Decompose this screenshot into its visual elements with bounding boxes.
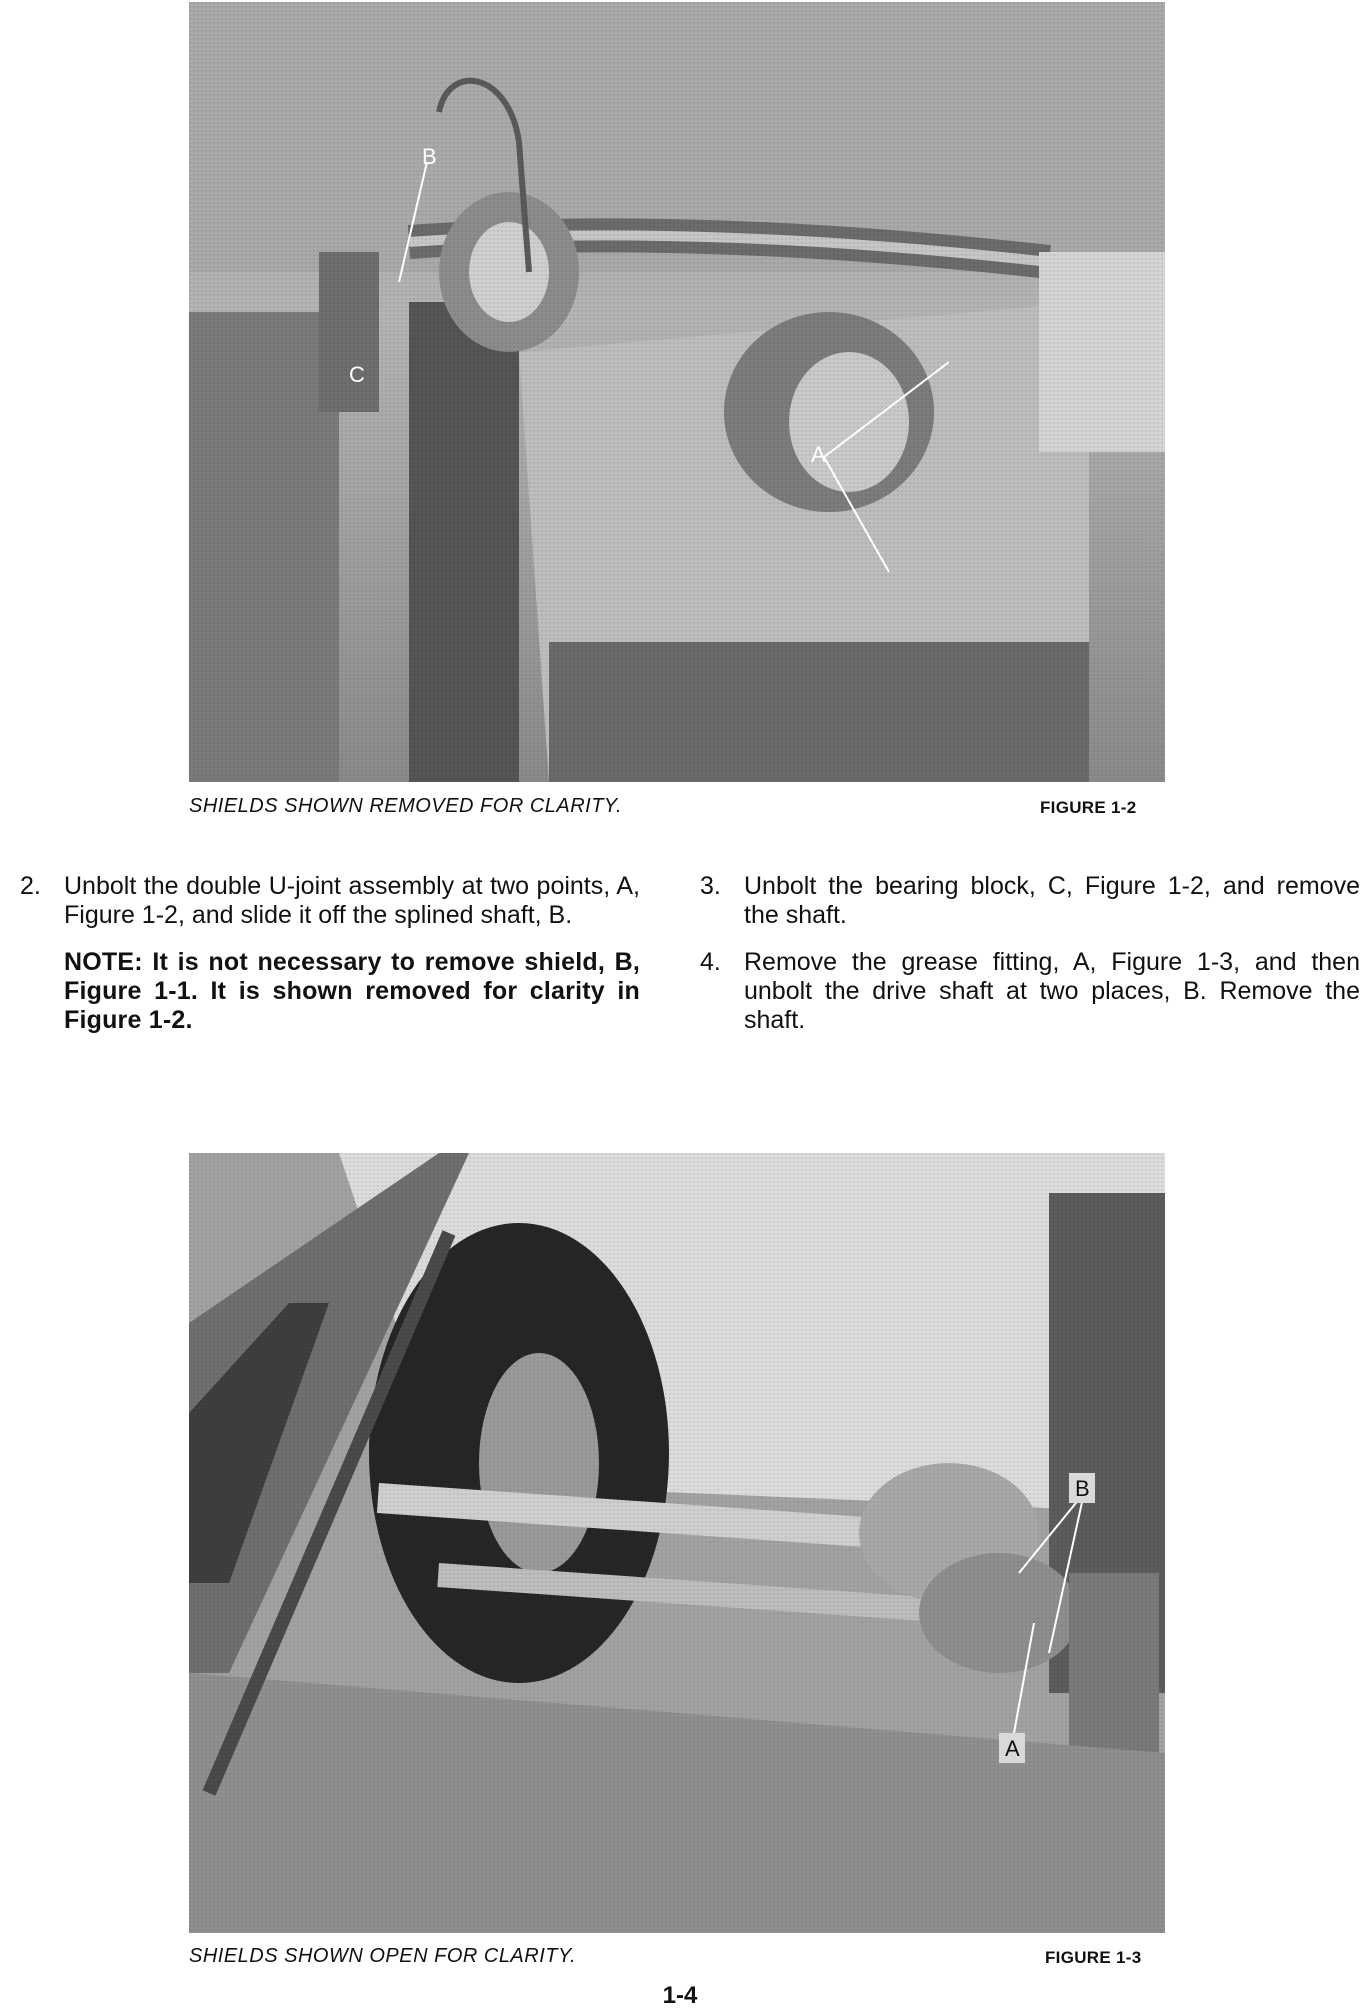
figure-1-3-caption: SHIELDS SHOWN OPEN FOR CLARITY. [189,1945,577,1967]
figure-1-2-photo [189,2,1165,782]
step-3-text: Unbolt the bearing block, C, Figure 1-2, and remove the shaft. [744,872,1360,929]
figure-1-2-label: FIGURE 1-2 [1040,798,1137,817]
callout-a-figure-1-3: A [1005,1736,1020,1761]
left-column [20,872,640,1035]
callout-b-figure-1-3: B [1075,1476,1090,1501]
step-2 [20,872,640,930]
step-4 [700,948,1360,1035]
figure-1-3-label: FIGURE 1-3 [1045,1948,1142,1967]
step-4-number: 4. [700,948,721,976]
step-3 [700,872,1360,930]
figure-1-2-caption: SHIELDS SHOWN REMOVED FOR CLARITY. [189,795,622,817]
figure-1-3-photo [189,1153,1165,1933]
right-column [700,872,1360,1053]
callout-b-figure-1-2: B [422,144,437,169]
step-3-number: 3. [700,872,721,900]
step-2-number: 2. [20,872,41,900]
page-number: 1-4 [662,1982,698,2009]
callout-c-figure-1-2: C [349,362,365,387]
note-text: NOTE: It is not necessary to remove shield, B, Figure 1-1. It is shown removed for clarity in Figure 1-2. [64,948,640,1034]
callout-a-figure-1-2: A [811,442,826,467]
step-4-text: Remove the grease fitting, A, Figure 1-3, and then unbolt the drive shaft at two places, B. Remove the shaft. [744,948,1360,1034]
step-2-text: Unbolt the double U-joint assembly at two points, A, Figure 1-2, and slide it off the splined shaft, B. [64,872,640,929]
